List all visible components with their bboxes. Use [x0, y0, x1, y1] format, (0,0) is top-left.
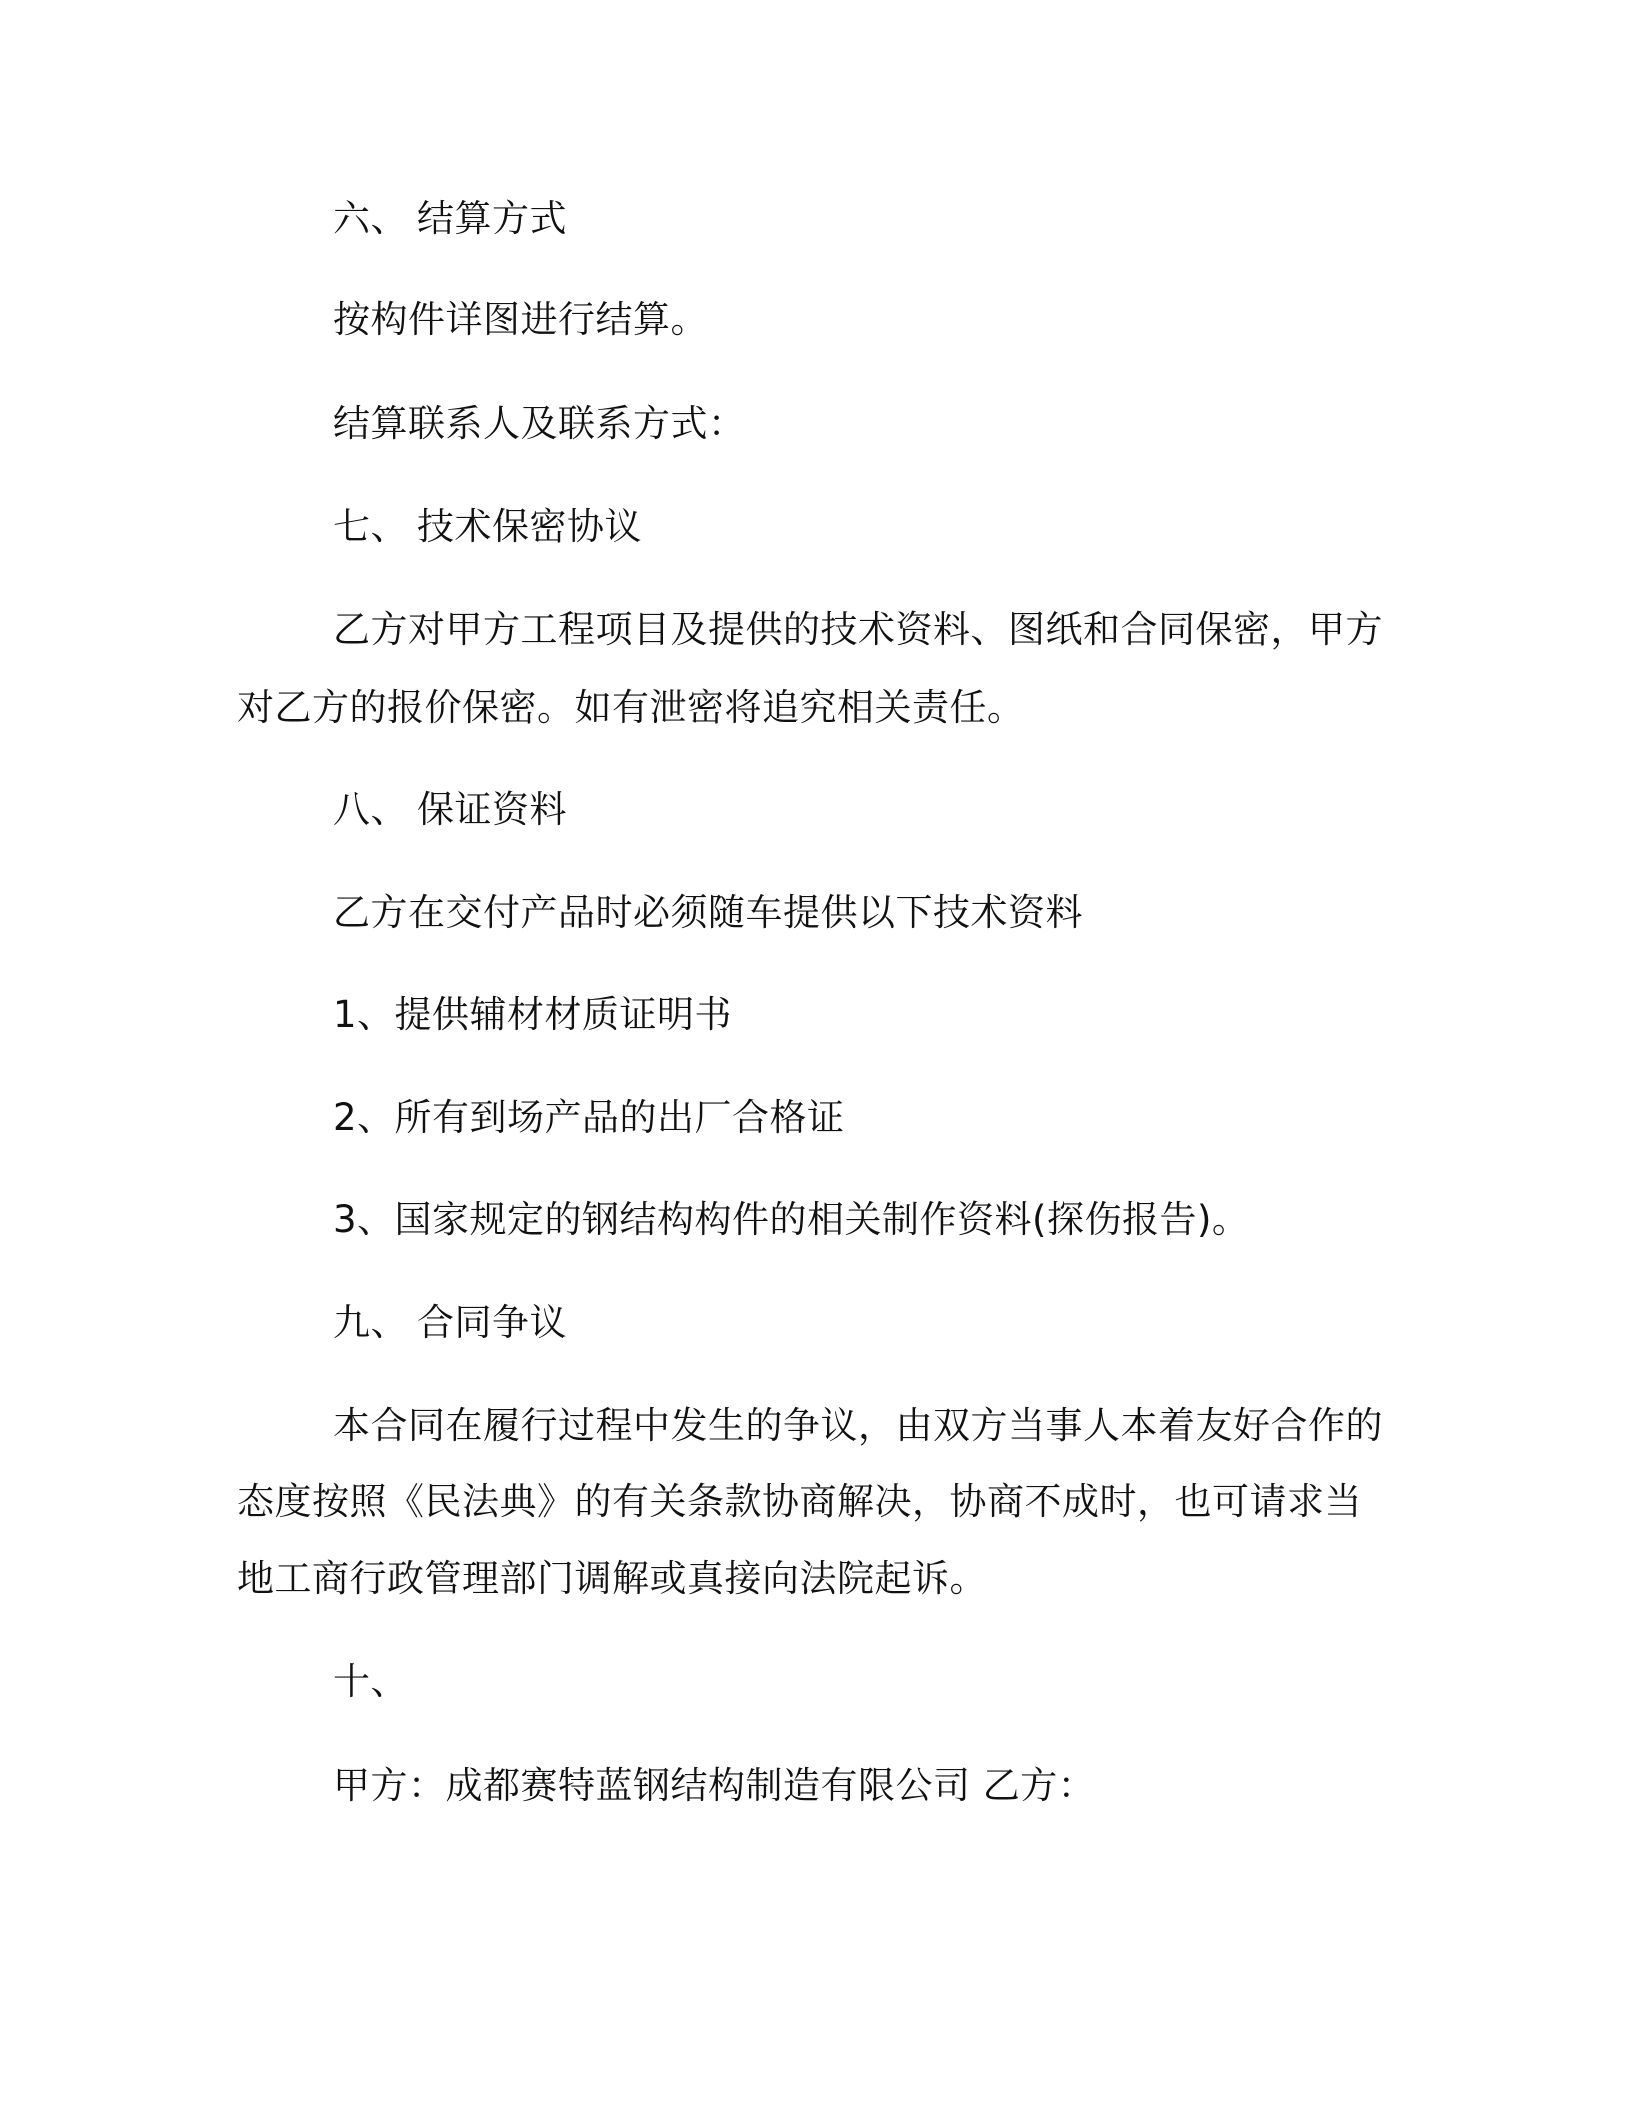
section-title: 合同争议 [417, 1301, 567, 1344]
section-number: 六、 [333, 197, 408, 240]
section-number: 九、 [333, 1301, 408, 1344]
section-10-heading [333, 1660, 417, 1704]
list-item: 2、所有到场产品的出厂合格证 [333, 1096, 845, 1139]
section-number: 八、 [333, 788, 408, 831]
section-9-paragraph-line-3: 地工商行政管理部门调解或真接向法院起诉。 [237, 1557, 987, 1600]
section-title: 保证资料 [417, 788, 567, 831]
section-6-heading [333, 197, 567, 241]
list-item: 3、国家规定的钢结构构件的相关制作资料(探伤报告)。 [333, 1198, 1250, 1241]
section-9-heading [333, 1301, 567, 1345]
section-8-heading [333, 788, 567, 832]
section-7-heading [333, 505, 642, 549]
section-9-paragraph-line-1: 本合同在履行过程中发生的争议，由双方当事人本着友好合作的 [333, 1404, 1383, 1447]
section-7-paragraph-line-2: 对乙方的报价保密。如有泄密将追究相关责任。 [237, 686, 1025, 729]
list-item: 1、提供辅材材质证明书 [333, 993, 733, 1036]
section-number: 十、 [333, 1660, 408, 1703]
section-7-paragraph-line-1: 乙方对甲方工程项目及提供的技术资料、图纸和合同保密，甲方 [333, 608, 1383, 651]
signature-line: 甲方：成都赛特蓝钢结构制造有限公司 乙方： [333, 1764, 1096, 1807]
section-6-line-1: 按构件详图进行结算。 [333, 298, 708, 341]
section-title: 技术保密协议 [417, 505, 642, 548]
section-6-line-2: 结算联系人及联系方式： [333, 402, 746, 445]
section-title: 结算方式 [417, 197, 567, 240]
section-number: 七、 [333, 505, 408, 548]
section-9-paragraph-line-2: 态度按照《民法典》的有关条款协商解决，协商不成时，也可请求当 [237, 1480, 1362, 1523]
section-8-intro: 乙方在交付产品时必须随车提供以下技术资料 [333, 891, 1083, 934]
